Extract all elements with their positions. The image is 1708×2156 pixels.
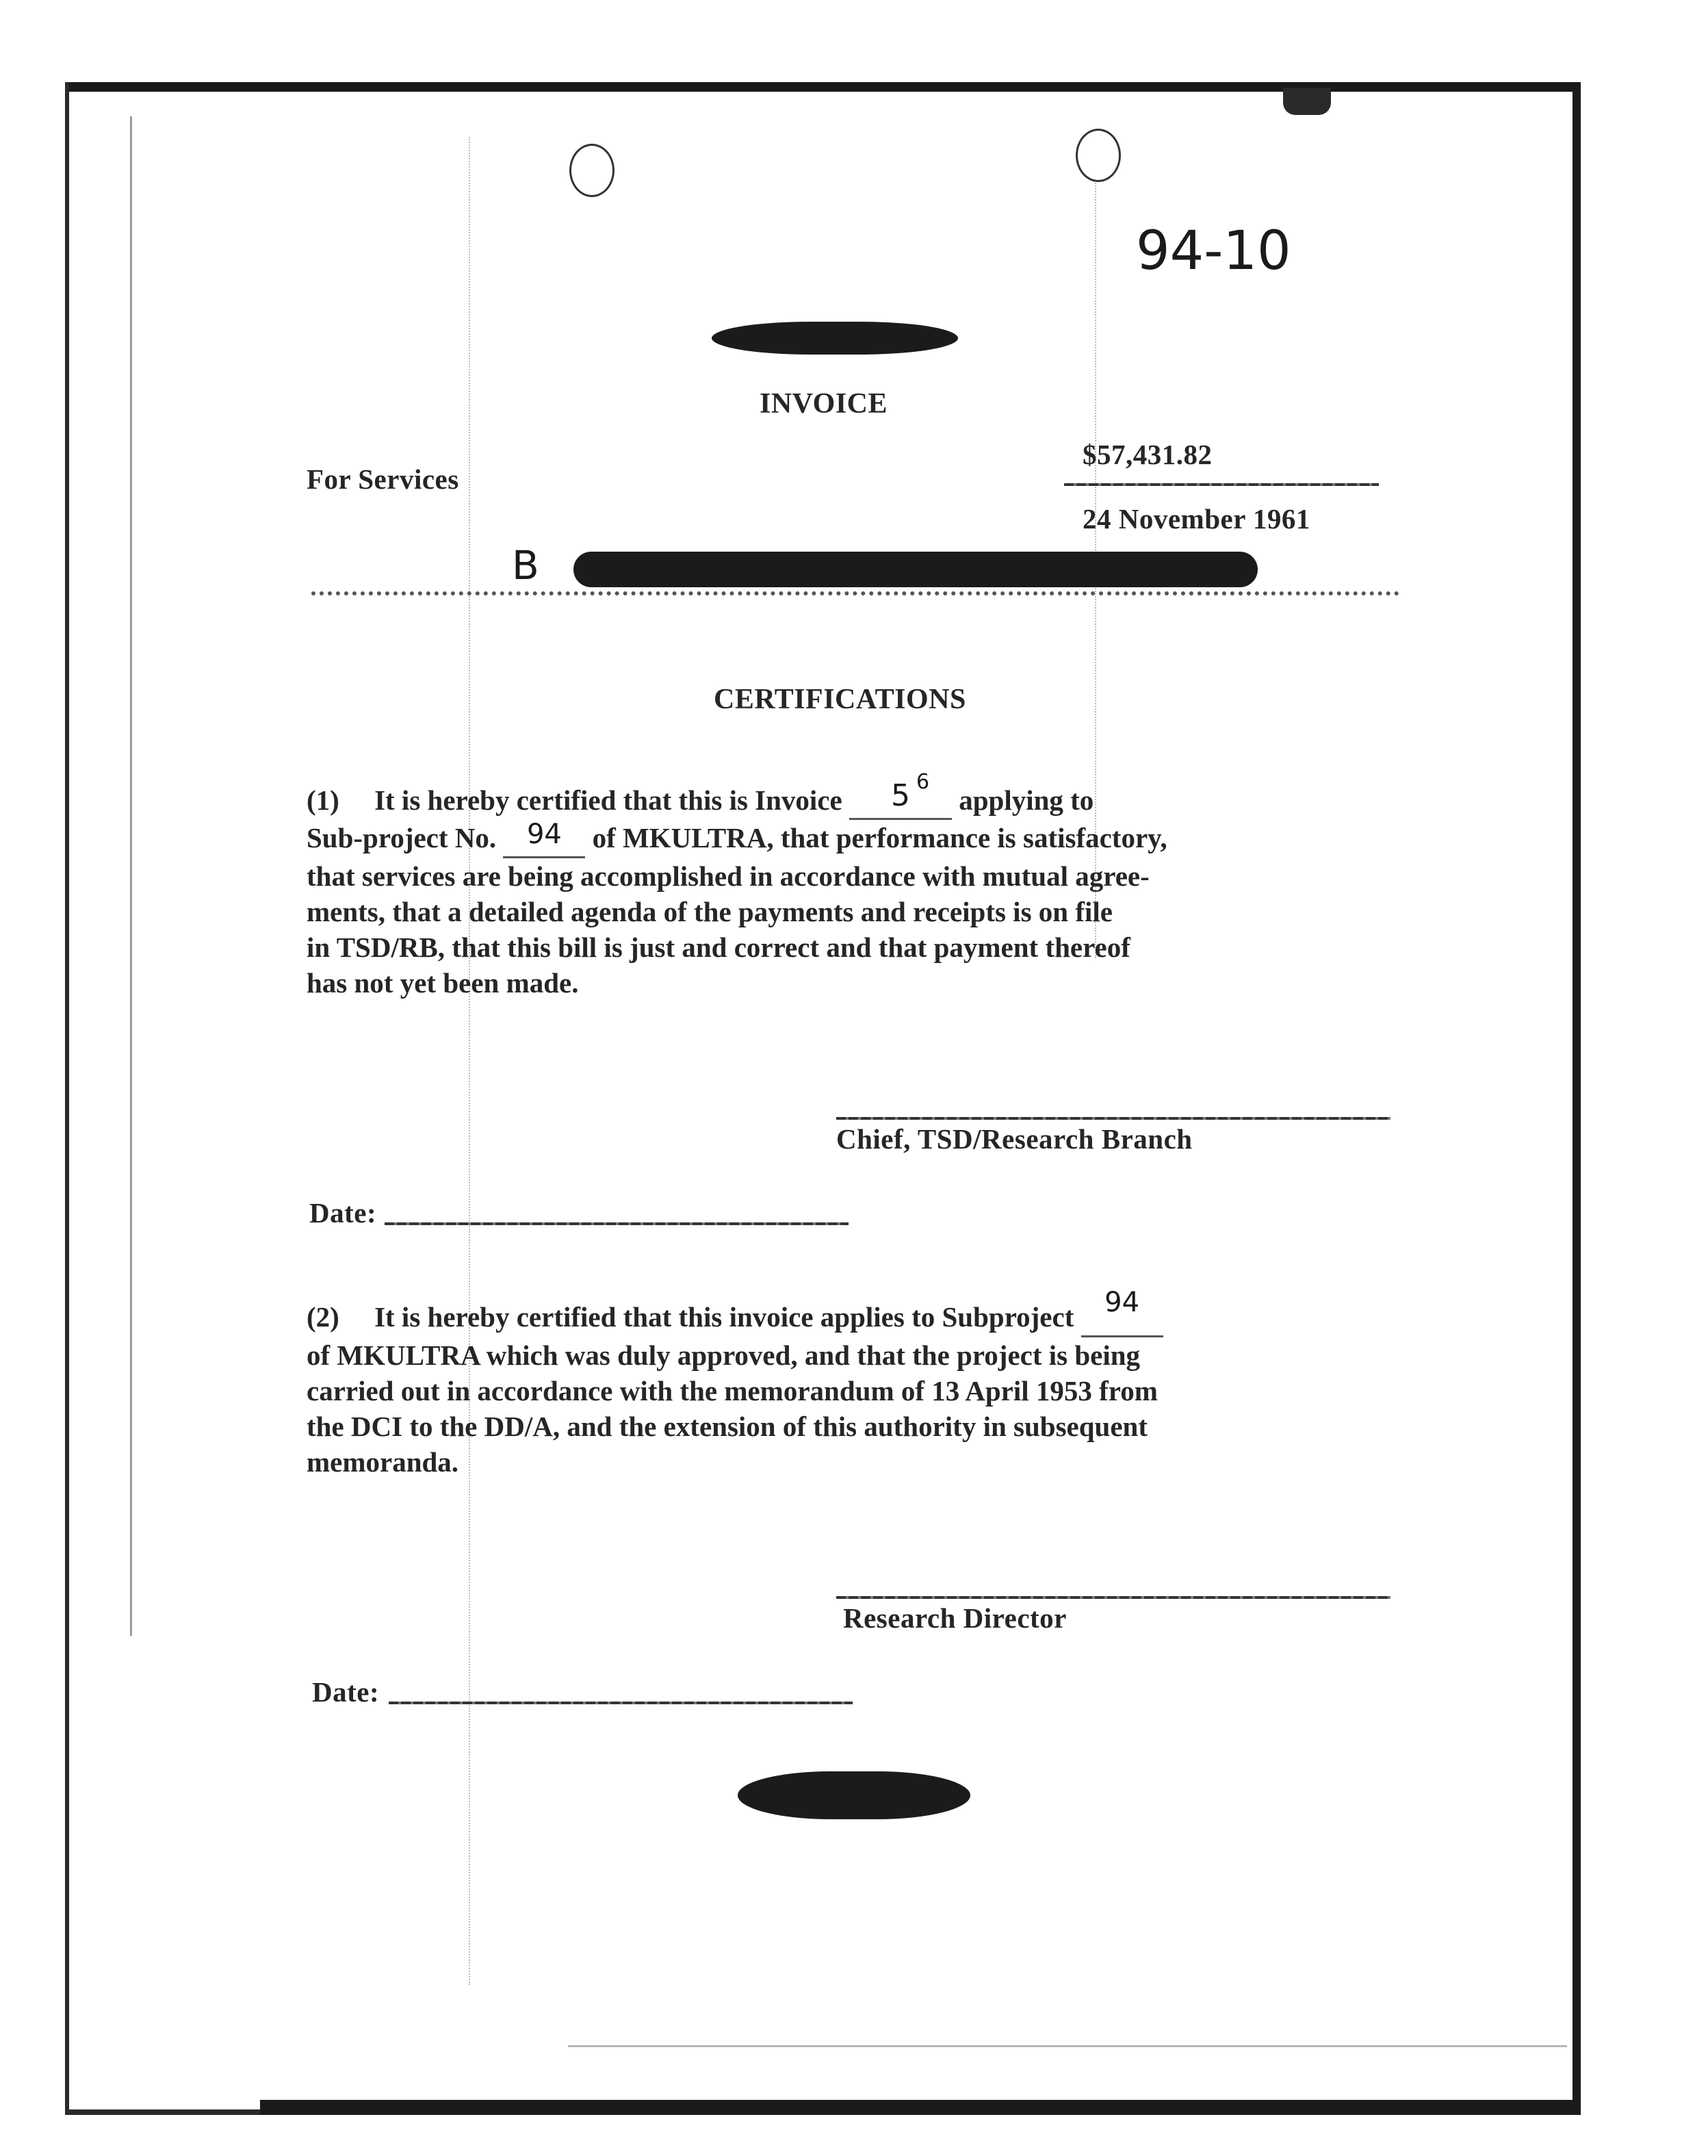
paragraph-2-number: (2) — [307, 1301, 339, 1333]
date-line-1 — [385, 1222, 849, 1225]
redaction-bar — [573, 552, 1258, 587]
punch-hole-left — [569, 144, 614, 197]
signature-line-1 — [836, 1117, 1390, 1120]
handwritten-letter: B — [512, 542, 539, 589]
paragraph-1-line4: ments, that a detailed agenda of the payments and receipts is on file — [307, 896, 1113, 927]
separator-line — [311, 591, 1399, 595]
paragraph-1-line2-end: of MKULTRA, that performance is satisfactory, — [592, 822, 1167, 854]
subproject-number-value-2: 94 — [1104, 1287, 1140, 1318]
invoice-number-correction: 6 — [916, 770, 930, 794]
signature-title-1: Chief, TSD/Research Branch — [836, 1123, 1193, 1155]
paragraph-1-line2-text: Sub-project No. — [307, 822, 497, 854]
subproject-number-field-1 — [503, 820, 585, 858]
redaction-block-bottom — [738, 1771, 970, 1819]
invoice-number-field — [849, 770, 952, 820]
bottom-edge — [260, 2100, 1581, 2115]
bottom-left-edge — [65, 2109, 260, 2115]
certifications-heading: CERTIFICATIONS — [714, 684, 966, 715]
fold-line — [469, 137, 470, 1985]
paragraph-1-line1-text: It is hereby certified that this is Invoice — [374, 784, 842, 816]
right-edge — [1573, 82, 1581, 2115]
subproject-number-value-1: 94 — [526, 819, 562, 850]
for-services-label: For Services — [307, 463, 459, 495]
date-label-1: Date: — [309, 1197, 377, 1229]
signature-title-2: Research Director — [843, 1602, 1067, 1634]
invoice-number-value: 5 — [890, 778, 910, 813]
paragraph-1-line5: in TSD/RB, that this bill is just and correct and that payment thereof — [307, 932, 1130, 963]
paragraph-2-line1-text: It is hereby certified that this invoice applies to Subproject — [374, 1301, 1074, 1333]
certification-paragraph-2 — [307, 1287, 1163, 1480]
paragraph-1-line1-end: applying to — [959, 784, 1094, 816]
signature-line-2 — [836, 1596, 1390, 1599]
paragraph-1-line6: has not yet been made. — [307, 967, 579, 999]
paragraph-2-line2: of MKULTRA which was duly approved, and that the project is being — [307, 1339, 1141, 1371]
inner-left-border — [130, 116, 132, 1636]
invoice-amount: $57,431.82 — [1083, 439, 1213, 470]
paragraph-1-number: (1) — [307, 784, 339, 816]
invoice-date: 24 November 1961 — [1083, 503, 1310, 535]
paragraph-1-line3: that services are being accomplished in accordance with mutual agree- — [307, 860, 1150, 892]
amount-underline — [1064, 483, 1379, 486]
paragraph-2-line5: memoranda. — [307, 1446, 459, 1478]
subproject-number-field-2 — [1081, 1287, 1163, 1337]
certification-paragraph-1 — [307, 770, 1167, 1001]
redaction-block — [712, 322, 958, 355]
date-line-2 — [389, 1702, 853, 1704]
date-label-2: Date: — [312, 1676, 380, 1708]
paragraph-2-line3: carried out in accordance with the memorandum of 13 April 1953 from — [307, 1375, 1158, 1407]
left-edge — [65, 82, 69, 2115]
top-edge — [65, 82, 1581, 92]
top-right-tab — [1283, 88, 1331, 115]
punch-hole-right — [1076, 129, 1121, 182]
paragraph-2-line4: the DCI to the DD/A, and the extension of this authority in subsequent — [307, 1411, 1148, 1442]
invoice-title: INVOICE — [760, 388, 888, 420]
bottom-faint-line — [568, 2045, 1567, 2047]
handwritten-file-number: 94-10 — [1136, 220, 1291, 282]
